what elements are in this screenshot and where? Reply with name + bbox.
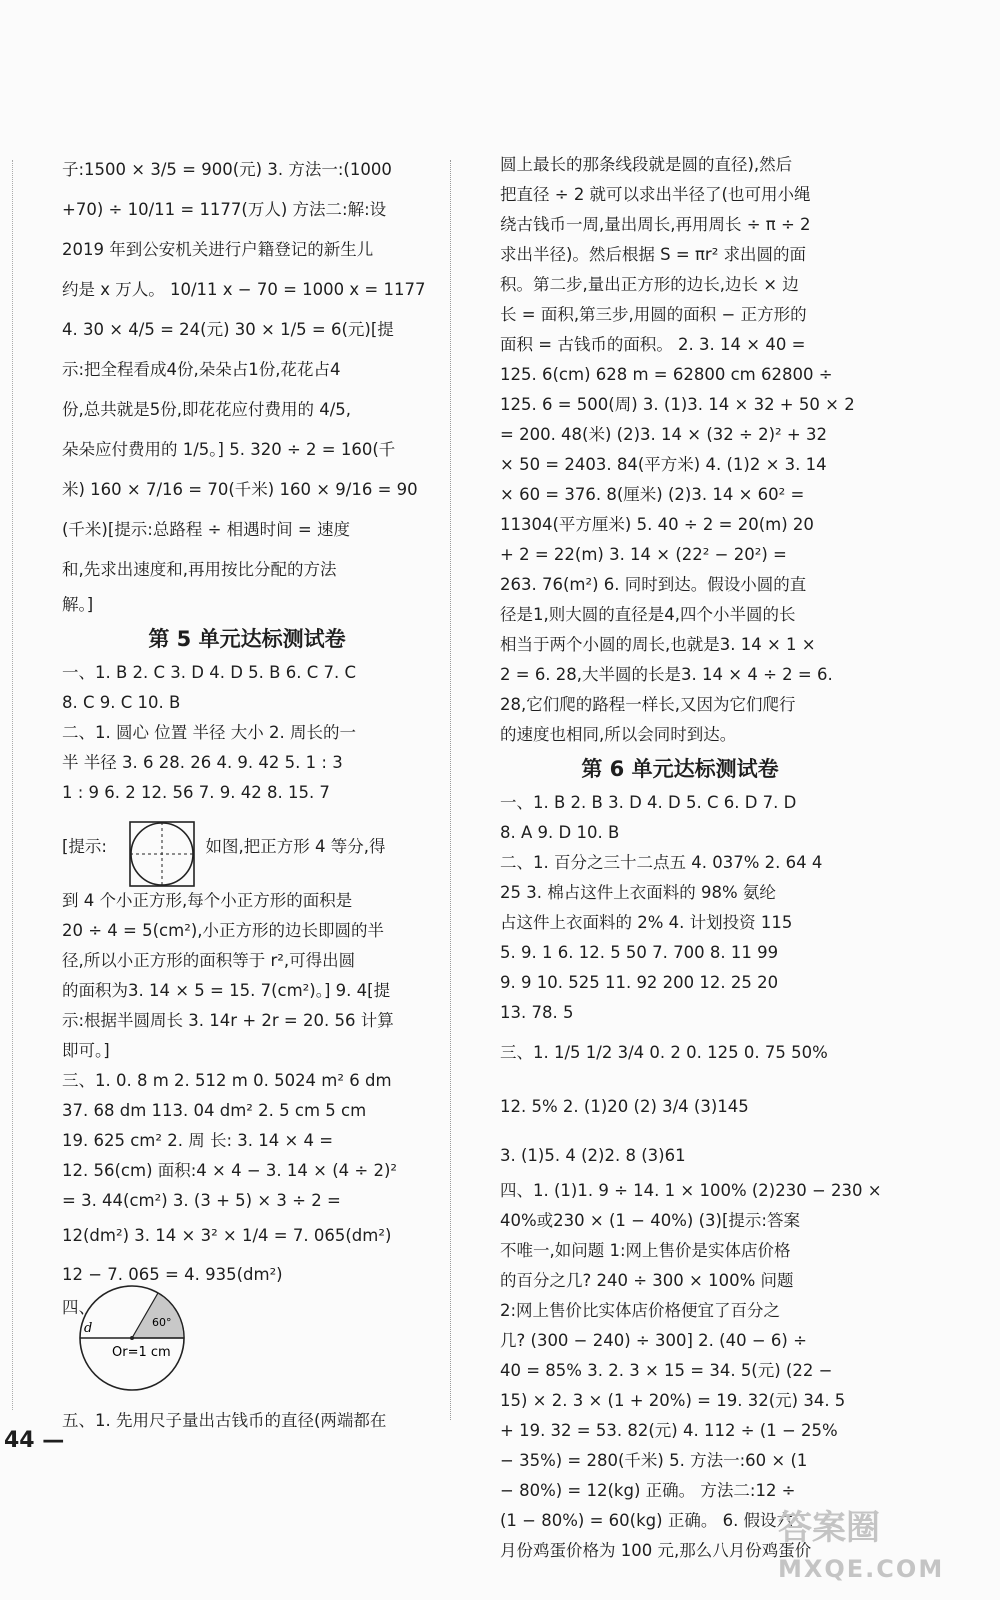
text-line: × 50 = 2403. 84(平方米) 4. (1)2 × 3. 14 (500, 455, 827, 474)
text-line: 绕古钱币一周,量出周长,再用周长 ÷ π ÷ 2 (500, 215, 811, 234)
text-line: 40 = 85% 3. 2. 3 × 15 = 34. 5(元) (22 − (500, 1361, 833, 1380)
text-line: 不唯一,如问题 1:网上售价是实体店价格 (500, 1241, 791, 1260)
text-line: 米) 160 × 7/16 = 70(千米) 160 × 9/16 = 90 (62, 480, 418, 499)
right-lines-a (500, 150, 860, 750)
text-line: 面积 = 古钱币的面积。 2. 3. 14 × 40 = (500, 335, 806, 354)
text-line: 一、1. B 2. B 3. D 4. D 5. C 6. D 7. D (500, 793, 797, 812)
hint-suffix: 如图,把正方形 4 等分,得 (205, 837, 386, 856)
text-line: 3. (1)5. 4 (2)2. 8 (3)61 (500, 1146, 686, 1165)
text-line: 把直径 ÷ 2 就可以求出半径了(也可用小绳 (500, 185, 811, 204)
watermark-text: 答案圈 (778, 1508, 880, 1548)
text-line: 的速度也相同,所以会同时到达。 (500, 725, 737, 744)
text-line: 几? (300 − 240) ÷ 300] 2. (40 − 6) ÷ (500, 1331, 807, 1350)
text-line: − 80%) = 12(kg) 正确。 方法二:12 ÷ (500, 1481, 796, 1500)
text-line: 子:1500 × 3/5 = 900(元) 3. 方法一:(1000 (62, 160, 392, 179)
text-line: 解。] (62, 595, 94, 614)
text-line: = 3. 44(cm²) 3. (3 + 5) × 3 ÷ 2 = (62, 1191, 341, 1210)
text-line: 13. 78. 5 (500, 1003, 574, 1022)
text-line: 径,所以小正方形的面积等于 r²,可得出圆 (62, 951, 356, 970)
text-line: 二、1. 百分之三十二点五 4. 037% 2. 64 4 (500, 853, 823, 872)
text-line: 37. 68 dm 113. 04 dm² 2. 5 cm 5 cm (62, 1101, 367, 1120)
text-line: 三、1. 1/5 1/2 3/4 0. 2 0. 125 0. 75 50% (500, 1043, 828, 1062)
label-d: d (84, 1321, 93, 1336)
text-line: 示:把全程看成4份,朵朵占1份,花花占4 (62, 360, 341, 379)
text-line: 8. A 9. D 10. B (500, 823, 620, 842)
page-number: 44 — (4, 1428, 65, 1453)
left-lines-b (62, 658, 432, 808)
text-line: 12 − 7. 065 = 4. 935(dm²) (62, 1265, 283, 1284)
text-line: 15) × 2. 3 × (1 + 20%) = 19. 32(元) 34. 5 (500, 1391, 846, 1410)
text-line: + 2 = 22(m) 3. 14 × (22² − 20²) = (500, 545, 787, 564)
text-line: (千米)[提示:总路程 ÷ 相遇时间 = 速度 (62, 520, 351, 539)
right-lines-c (500, 1028, 860, 1176)
circle-in-square-figure (122, 820, 208, 888)
text-line: 11304(平方厘米) 5. 40 ÷ 2 = 20(m) 20 (500, 515, 814, 534)
text-line: 三、1. 0. 8 m 2. 512 m 0. 5024 m² 6 dm (62, 1071, 392, 1090)
center-point (130, 1336, 134, 1340)
text-line: 1 : 9 6. 2 12. 56 7. 9. 42 8. 15. 7 (62, 783, 330, 802)
text-line: 2 = 6. 28,大半圆的长是3. 14 × 4 ÷ 2 = 6. (500, 665, 833, 684)
text-line: 占这件上衣面料的 2% 4. 计划投资 115 (500, 913, 793, 932)
text-line: 40%或230 × (1 − 40%) (3)[提示:答案 (500, 1211, 800, 1230)
text-line: 示:根据半圆周长 3. 14r + 2r = 20. 56 计算 (62, 1011, 394, 1030)
text-line: 一、1. B 2. C 3. D 4. D 5. B 6. C 7. C (62, 663, 356, 682)
text-line: 125. 6(cm) 628 m = 62800 cm 62800 ÷ (500, 365, 833, 384)
text-line: 9. 9 10. 525 11. 92 200 12. 25 20 (500, 973, 779, 992)
text-line: 12. 5% 2. (1)20 (2) 3/4 (3)145 (500, 1097, 749, 1116)
text-line: 4. 30 × 4/5 = 24(元) 30 × 1/5 = 6(元)[提 (62, 320, 394, 339)
label-radius: Or=1 cm (112, 1345, 171, 1360)
text-line: 积。第二步,量出正方形的边长,边长 × 边 (500, 275, 799, 294)
text-line: 的百分之几? 240 ÷ 300 × 100% 问题 (500, 1271, 794, 1290)
label-angle: 60° (152, 1316, 172, 1329)
text-line: 半 半径 3. 6 28. 26 4. 9. 42 5. 1 : 3 (62, 753, 343, 772)
text-line: 求出半径)。然后根据 S = πr² 求出圆的面 (500, 245, 807, 264)
left-lines-c (62, 886, 432, 1294)
text-line: 的面积为3. 14 × 5 = 15. 7(cm²)。] 9. 4[提 (62, 981, 391, 1000)
text-line: 份,总共就是5份,即花花应付费用的 4/5, (62, 400, 352, 419)
left-lines-a (62, 150, 432, 620)
text-line: (1 − 80%) = 60(kg) 正确。 6. 假设六 (500, 1511, 794, 1530)
text-line: 四、1. (1)1. 9 ÷ 14. 1 × 100% (2)230 − 230 × (500, 1181, 882, 1200)
text-line: 圆上最长的那条线段就是圆的直径),然后 (500, 155, 793, 174)
left-edge-dotted-line (12, 160, 13, 1410)
right-lines-b (500, 788, 860, 1028)
unit5-title: 第 5 单元达标测试卷 (148, 627, 346, 651)
watermark-site: MXQE.COM (778, 1555, 945, 1583)
text-line: +70) ÷ 10/11 = 1177(万人) 方法二:解:设 (62, 200, 387, 219)
text-line: 25 3. 棉占这件上衣面料的 98% 氨纶 (500, 883, 776, 902)
text-line: 朵朵应付费用的 1/5。] 5. 320 ÷ 2 = 160(千 (62, 440, 396, 459)
text-line: 28,它们爬的路程一样长,又因为它们爬行 (500, 695, 796, 714)
text-line: 12(dm²) 3. 14 × 3² × 1/4 = 7. 065(dm²) (62, 1226, 392, 1245)
text-line: 12. 56(cm) 面积:4 × 4 − 3. 14 × (4 ÷ 2)² (62, 1161, 398, 1180)
text-line: 2019 年到公安机关进行户籍登记的新生儿 (62, 240, 374, 259)
text-line: 相当于两个小圆的周长,也就是3. 14 × 1 × (500, 635, 816, 654)
column-divider (450, 160, 451, 1420)
text-line: 263. 76(m²) 6. 同时到达。假设小圆的直 (500, 575, 807, 594)
right-column (500, 150, 882, 1566)
hint-line (62, 808, 432, 886)
text-line: + 19. 32 = 53. 82(元) 4. 112 ÷ (1 − 25% (500, 1421, 838, 1440)
text-line: 19. 625 cm² 2. 周 长: 3. 14 × 4 = (62, 1131, 334, 1150)
text-line: 约是 x 万人。 10/11 x − 70 = 1000 x = 1177 (62, 280, 426, 299)
section4-label: 四、 (62, 1298, 95, 1317)
text-line: 和,先求出速度和,再用按比分配的方法 (62, 560, 337, 579)
text-line: 20 ÷ 4 = 5(cm²),小正方形的边长即圆的半 (62, 921, 384, 940)
text-line: 五、1. 先用尺子量出古钱币的直径(两端都在 (62, 1411, 387, 1430)
text-line: 二、1. 圆心 位置 半径 大小 2. 周长的一 (62, 723, 356, 742)
text-line: 径是1,则大圆的直径是4,四个小半圆的长 (500, 605, 796, 624)
hint-prefix: [提示: (62, 837, 107, 856)
text-line: = 200. 48(米) (2)3. 14 × (32 ÷ 2)² + 32 (500, 425, 827, 444)
text-line: 月份鸡蛋价格为 100 元,那么八月份鸡蛋价 (500, 1541, 812, 1560)
text-line: 到 4 个小正方形,每个小正方形的面积是 (62, 891, 353, 910)
text-line: 即可。] (62, 1041, 110, 1060)
left-column (62, 150, 432, 1436)
text-line: 长 = 面积,第三步,用圆的面积 − 正方形的 (500, 305, 807, 324)
text-line: × 60 = 376. 8(厘米) (2)3. 14 × 60² = (500, 485, 805, 504)
unit6-title: 第 6 单元达标测试卷 (581, 757, 779, 781)
left-lines-d (62, 1406, 432, 1436)
watermark (778, 1500, 978, 1583)
text-line: − 35%) = 280(千米) 5. 方法一:60 × (1 (500, 1451, 808, 1470)
text-line: 125. 6 = 500(周) 3. (1)3. 14 × 32 + 50 × 2 (500, 395, 855, 414)
text-line: 5. 9. 1 6. 12. 5 50 7. 700 8. 11 99 (500, 943, 779, 962)
text-line: 8. C 9. C 10. B (62, 693, 181, 712)
sector-circle-figure (62, 1282, 202, 1394)
text-line: 2:网上售价比实体店价格便宜了百分之 (500, 1301, 781, 1320)
